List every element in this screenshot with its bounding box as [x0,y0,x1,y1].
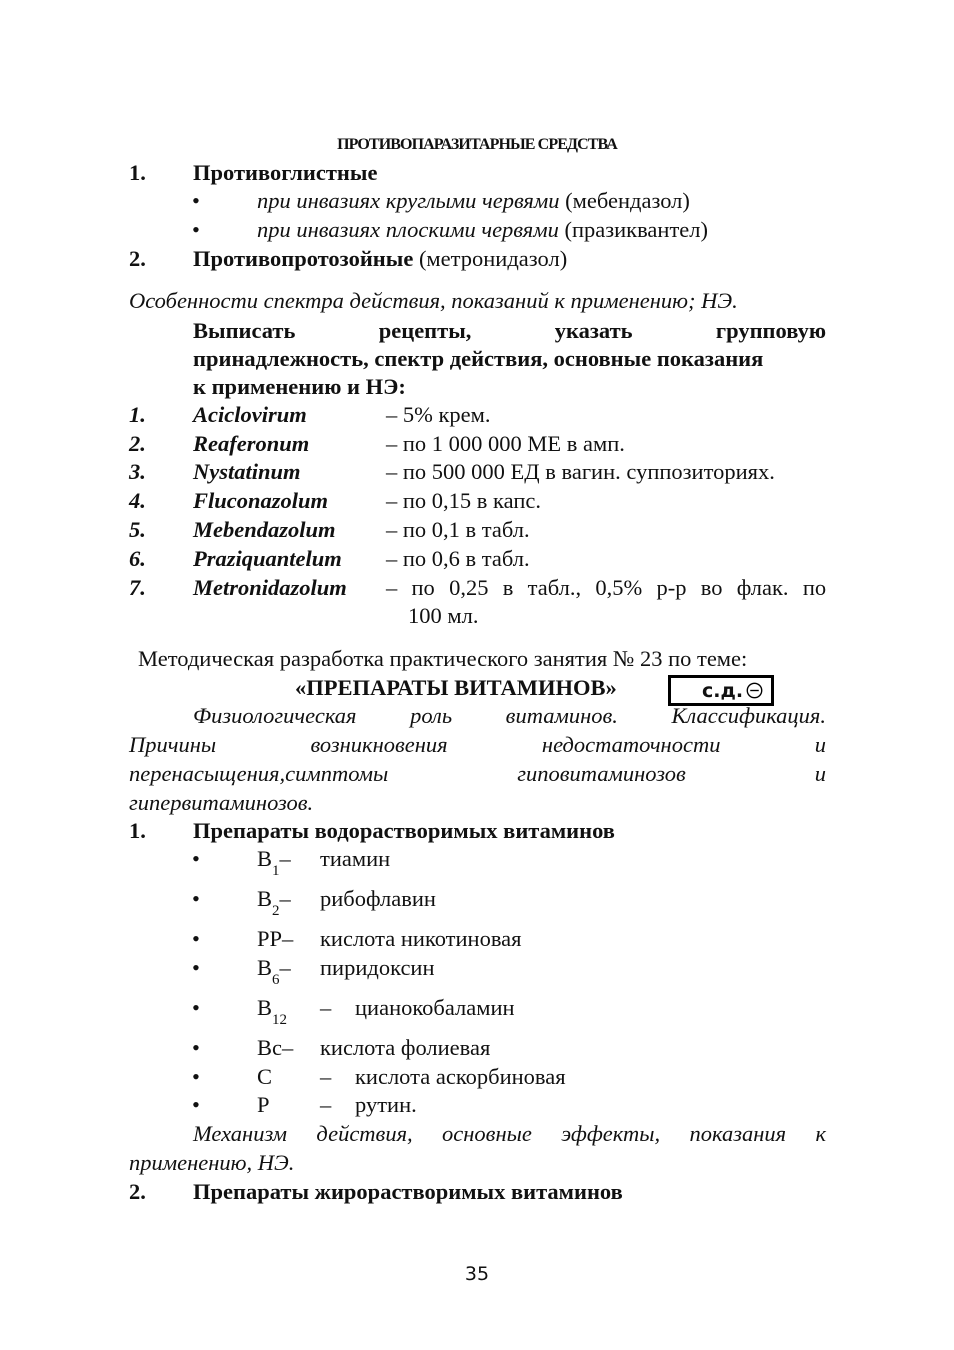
topic-title: «ПРЕПАРАТЫ ВИТАМИНОВ» [295,675,617,700]
vitamin-letter: P [257,1092,270,1117]
word: во [700,575,723,600]
bullet-icon: • [192,188,200,213]
rx-number: 3. [129,459,146,484]
word: групповую [715,318,827,343]
vitamin-name: кислота фолиевая [320,1035,491,1060]
vitamin-name: рутин. [355,1092,417,1117]
physio-line4: гипервитаминозов. [129,790,314,815]
rx-dose: – по 0,1 в табл. [386,517,530,542]
vitamin-letter: B [257,846,273,871]
section-drug: (метронидазол) [418,246,568,271]
section-number: 1. [129,818,146,843]
bullet-icon: • [192,926,200,951]
rx-intro-line3: к применению и НЭ: [193,374,406,399]
word: рецепты, [378,318,472,343]
method-line: Методическая разработка практического занятия № 23 по теме: [138,646,748,671]
bullet-drug: (мебендазол) [565,188,690,213]
vitamin-name: тиамин [320,846,391,871]
section-title: Препараты жирорастворимых витаминов [193,1179,623,1204]
rx-drug: Praziquantelum [193,546,342,571]
word: Механизм [193,1121,288,1146]
page-number: 35 [464,1263,490,1285]
dash: – [320,1092,332,1117]
dash: – [320,1064,332,1089]
bullet-icon: • [192,846,200,871]
word: 0,25 [449,575,489,600]
section-title-line [193,248,567,271]
rx-dose [386,577,826,600]
section-heading: ПРОТИВОПАРАЗИТАРНЫЕ СРЕДСТВА [337,136,617,153]
word: Причины [129,732,217,757]
vitamin-code [257,886,291,919]
bullet-icon: • [192,1035,200,1060]
section-number: 1. [129,160,146,185]
word: эффекты, [561,1121,661,1146]
word: действия, [316,1121,413,1146]
word: перенасыщения,симптомы [129,761,389,786]
mechanism-line2: применению, НЭ. [129,1150,295,1175]
vitamin-code [257,955,291,988]
vitamin-letter: Bc [257,1035,282,1060]
bullet-italic-text: при инвазиях плоскими червями [257,217,559,242]
physio-line3 [129,763,826,786]
vitamin-subscript: 2 [272,903,280,919]
word: флак. [736,575,789,600]
word: 0,5% [595,575,643,600]
section-title: Препараты водорастворимых витаминов [193,818,615,843]
rx-drug: Aciclovirum [193,402,307,427]
word: гиповитаминозов [517,761,686,786]
dash: – [279,886,291,911]
word: табл., [527,575,582,600]
rx-drug: Metronidazolum [193,575,347,600]
rx-intro-line1 [193,320,826,343]
vitamin-letter: B [257,886,273,911]
rx-number: 5. [129,517,146,542]
vitamin-name: рибофлавин [320,886,436,911]
vitamin-subscript: 1 [272,863,280,879]
vitamin-code [257,995,288,1028]
dash: – [282,1035,294,1060]
dash: – [279,846,291,871]
rx-dose: – по 500 000 ЕД в вагин. суппозиториях. [386,459,775,484]
word: по [411,575,435,600]
rx-number: 7. [129,575,146,600]
rx-drug: Nystatinum [193,459,301,484]
section-title: Противопротозойные [193,246,414,271]
word: в [502,575,514,600]
vitamin-letter: B [257,955,273,980]
word: недостаточности [541,732,721,757]
bullet-icon: • [192,995,200,1020]
vitamin-subscript: 6 [272,972,280,988]
rx-number: 6. [129,546,146,571]
rx-number: 1. [129,402,146,427]
rx-dose: – по 1 000 000 МЕ в амп. [386,431,625,456]
rx-dose: – 5% крем. [386,402,491,427]
word: и [814,732,826,757]
word: роль [410,703,453,728]
word: по [802,575,827,600]
bullet-icon: • [192,217,200,242]
bullet-item [257,190,690,213]
section-title: Противоглистные [193,160,378,185]
physio-line2 [129,734,826,757]
word: показания [689,1121,787,1146]
mechanism-line1 [193,1123,826,1146]
bullet-item [257,219,708,242]
rx-dose-continued: 100 мл. [408,603,479,628]
vitamin-letter: PP [257,926,283,951]
bullet-icon: • [192,1064,200,1089]
word: Физиологическая [193,703,357,728]
bullet-icon: • [192,886,200,911]
dash: – [282,926,294,951]
vitamin-subscript: 12 [272,1012,288,1028]
physio-line1 [193,705,826,728]
vitamin-name: пиридоксин [320,955,435,980]
rx-number: 4. [129,488,146,513]
rx-number: 2. [129,431,146,456]
word: к [815,1121,827,1146]
vitamin-name: цианокобаламин [355,995,515,1020]
vitamin-letter: B [257,995,273,1020]
word: основные [442,1121,532,1146]
word: Классификация. [671,703,826,728]
dash: – [279,955,291,980]
rx-intro-line2: принадлежность, спектр действия, основные показания [193,346,764,371]
bullet-italic-text: при инвазиях круглыми червями [257,188,560,213]
sd-label: с.д. [702,680,744,702]
rx-drug: Fluconazolum [193,488,329,513]
circle-minus-icon [746,682,763,699]
bullet-icon: • [192,1092,200,1117]
vitamin-code [257,928,293,951]
vitamin-code [257,846,291,879]
rx-drug: Mebendazolum [193,517,336,542]
dash: – [320,995,332,1020]
word: и [814,761,826,786]
rx-dose: – по 0,15 в капс. [386,488,541,513]
rx-dose: – по 0,6 в табл. [386,546,530,571]
section-number: 2. [129,1179,146,1204]
word: – [386,575,398,600]
vitamin-code [257,1037,293,1060]
word: Выписать [193,318,296,343]
word: р-р [656,575,687,600]
rx-drug: Reaferonum [193,431,310,456]
vitamin-letter: C [257,1064,273,1089]
word: возникновения [310,732,448,757]
word: указать [554,318,633,343]
bullet-icon: • [192,955,200,980]
word: витаминов. [505,703,618,728]
vitamin-name: кислота аскорбиновая [355,1064,566,1089]
features-note: Особенности спектра действия, показаний к применению; НЭ. [129,288,738,313]
vitamin-name: кислота никотиновая [320,926,522,951]
bullet-drug: (празиквантел) [564,217,708,242]
section-number: 2. [129,246,146,271]
